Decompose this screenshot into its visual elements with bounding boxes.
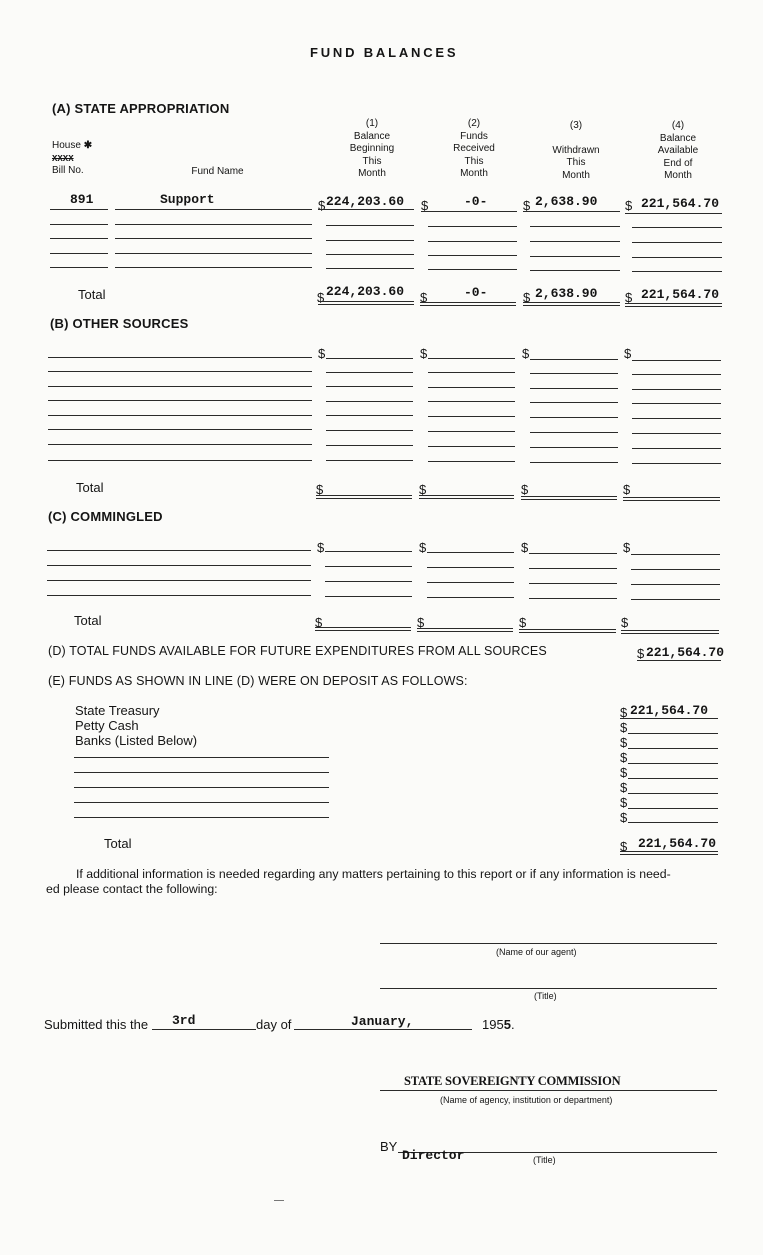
a-row1-line-billno <box>50 209 108 210</box>
row1-col1-dollar: $ <box>318 198 326 213</box>
a-row3-line-fundname <box>115 238 312 239</box>
line-d-value: 221,564.70 <box>646 645 725 660</box>
a-row3-line-col1 <box>326 240 414 241</box>
c-row3-line-col4 <box>631 584 720 585</box>
b-row3-line-col4 <box>632 389 721 390</box>
row1-balance-end: 221,564.70 <box>641 196 720 211</box>
contact-line-1: If additional information is needed regarding any matters pertaining to this report or if any information is need- <box>76 867 671 881</box>
agent-title-caption: (Title) <box>534 991 557 1001</box>
e-row5-line <box>628 778 718 779</box>
line-d-label: (D) TOTAL FUNDS AVAILABLE FOR FUTURE EXPENDITURES FROM ALL SOURCES <box>48 644 547 658</box>
e-row7-line <box>628 808 718 809</box>
c-total-label: Total <box>74 613 102 628</box>
b-row4-line-name <box>48 400 312 401</box>
b-row7-line-col3 <box>530 447 618 448</box>
e-total-value: 221,564.70 <box>638 836 717 851</box>
a-row1-line-col4 <box>625 213 722 214</box>
state-treasury-label: State Treasury <box>75 703 160 718</box>
bank-line-5 <box>74 817 329 818</box>
section-a-heading: (A) STATE APPROPRIATION <box>52 101 230 116</box>
contact-line-2: ed please contact the following: <box>46 882 218 896</box>
a-row4-line-col3 <box>530 256 620 257</box>
e-total-dollar: $ <box>620 839 628 854</box>
b-row8-line-col1 <box>326 460 413 461</box>
agent-title-line <box>380 988 717 989</box>
a-total-line-col1 <box>318 301 414 302</box>
a-total-line-col3 <box>523 302 620 303</box>
agent-name-caption: (Name of our agent) <box>496 947 577 957</box>
b-row8-line-col2 <box>428 461 515 462</box>
b-total-line-col3 <box>521 496 617 497</box>
by-label: BY <box>380 1139 398 1154</box>
b-row5-line-name <box>48 415 312 416</box>
c-total-col1-dollar: $ <box>315 615 323 630</box>
row1-bill-no: 891 <box>70 192 94 207</box>
e-row6-dollar: $ <box>620 780 628 795</box>
col3-header: (3) Withdrawn This Month <box>552 120 600 181</box>
c-row1-col2-dollar: $ <box>419 540 427 555</box>
b-total-col3-dollar: $ <box>521 482 529 497</box>
a-row3-line-col2 <box>428 241 517 242</box>
b-row1-col2-dollar: $ <box>420 346 428 361</box>
b-row1-col3-dollar: $ <box>522 346 530 361</box>
a-total-label: Total <box>78 287 106 302</box>
a-row2-line-col3 <box>530 226 620 227</box>
b-total-line-col2b <box>419 498 514 499</box>
petty-cash-label: Petty Cash <box>75 718 139 733</box>
b-row2-line-col4 <box>632 374 721 375</box>
b-row6-line-col4 <box>632 433 721 434</box>
e-row7-dollar: $ <box>620 795 628 810</box>
line-d-underline <box>637 660 721 661</box>
section-c-heading: (C) COMMINGLED <box>48 509 163 524</box>
b-total-line-col4 <box>623 497 720 498</box>
a-row1-line-col1 <box>318 209 414 210</box>
signature-title-caption: (Title) <box>533 1155 556 1165</box>
agent-name-line <box>380 943 717 944</box>
page-title: FUND BALANCES <box>310 45 459 60</box>
b-row2-line-col2 <box>428 372 515 373</box>
b-row3-line-col3 <box>530 388 618 389</box>
row1-funds-received: -0- <box>464 194 488 209</box>
state-treasury-value: 221,564.70 <box>630 703 709 718</box>
line-d-dollar: $ <box>637 646 645 661</box>
col4-header: (4) Balance Available End of Month <box>657 120 699 181</box>
agency-line <box>380 1090 717 1091</box>
a-row5-line-col4 <box>632 271 722 272</box>
e-row8-dollar: $ <box>620 810 628 825</box>
c-total-col4-dollar: $ <box>621 615 629 630</box>
e-total-line <box>620 851 718 852</box>
bank-line-4 <box>74 802 329 803</box>
a-row5-line-fundname <box>115 267 312 268</box>
col1-header: (1) Balance Beginning This Month <box>349 118 395 179</box>
submitted-month: January, <box>351 1014 414 1029</box>
a-total-withdrawn: 2,638.90 <box>535 286 598 301</box>
a-total-balance-end: 221,564.70 <box>641 287 720 302</box>
c-row2-line-col2 <box>427 567 514 568</box>
agency-name: STATE SOVEREIGNTY COMMISSION <box>404 1074 621 1088</box>
a-row2-line-col2 <box>428 226 517 227</box>
b-row3-line-name <box>48 386 312 387</box>
a-row4-line-col1 <box>326 254 414 255</box>
c-row4-line-col4 <box>631 599 720 600</box>
bank-line-2 <box>74 772 329 773</box>
a-row2-line-fundname <box>115 224 312 225</box>
c-total-line-col1 <box>315 627 411 628</box>
c-row3-line-name <box>47 580 311 581</box>
a-row3-line-col4 <box>632 242 722 243</box>
b-row5-line-col2 <box>428 416 515 417</box>
b-total-line-col3b <box>521 499 617 500</box>
a-row1-line-col2 <box>421 211 517 212</box>
c-row2-line-name <box>47 565 311 566</box>
b-row4-line-col2 <box>428 401 515 402</box>
c-total-line-col3b <box>519 632 616 633</box>
b-total-col4-dollar: $ <box>623 482 631 497</box>
b-row7-line-col4 <box>632 448 721 449</box>
c-row3-line-col1 <box>325 581 412 582</box>
signature-title-typed: Director <box>402 1148 465 1163</box>
c-total-line-col2b <box>417 631 513 632</box>
e-row8-line <box>628 822 718 823</box>
c-total-col2-dollar: $ <box>417 615 425 630</box>
a-total-col2-dollar: $ <box>420 290 428 305</box>
b-row8-line-col4 <box>632 463 721 464</box>
fund-name-header: Fund Name <box>191 166 244 177</box>
a-total-line-col4b <box>625 306 722 307</box>
e-row1-dollar: $ <box>620 705 628 720</box>
submitted-day: 3rd <box>172 1013 196 1028</box>
c-total-line-col4b <box>621 633 719 634</box>
c-row1-line-col3 <box>529 553 617 554</box>
submitted-year: 1955. <box>482 1017 515 1032</box>
b-total-line-col1b <box>316 498 412 499</box>
row1-fund-name: Support <box>160 192 215 207</box>
a-row2-line-col4 <box>632 227 722 228</box>
e-row5-dollar: $ <box>620 765 628 780</box>
a-row4-line-fundname <box>115 253 312 254</box>
b-row2-line-name <box>48 371 312 372</box>
a-row2-line-billno <box>50 224 108 225</box>
b-row6-line-col2 <box>428 431 515 432</box>
b-total-col1-dollar: $ <box>316 482 324 497</box>
b-row7-line-col2 <box>428 446 515 447</box>
b-row8-line-name <box>48 460 312 461</box>
b-row5-line-col4 <box>632 418 721 419</box>
a-total-line-col4 <box>625 303 722 304</box>
c-total-line-col2 <box>417 628 513 629</box>
b-row7-line-col1 <box>326 445 413 446</box>
c-row1-line-col4 <box>631 554 720 555</box>
banks-label: Banks (Listed Below) <box>75 733 198 748</box>
c-row1-col4-dollar: $ <box>623 540 631 555</box>
e-total-line-b <box>620 854 718 855</box>
stray-mark <box>274 1200 284 1201</box>
b-row6-line-col1 <box>326 430 413 431</box>
c-row1-line-col2 <box>427 552 514 553</box>
b-row1-col4-dollar: $ <box>624 346 632 361</box>
row1-balance-beginning: 224,203.60 <box>326 194 405 209</box>
b-row7-line-name <box>48 444 312 445</box>
e-row4-line <box>628 763 718 764</box>
a-total-line-col3b <box>523 305 620 306</box>
b-row3-line-col2 <box>428 387 515 388</box>
c-total-line-col3 <box>519 629 616 630</box>
c-row1-line-col1 <box>325 551 412 552</box>
b-row5-line-col1 <box>326 415 413 416</box>
e-row2-line <box>628 733 718 734</box>
e-row1-line <box>620 718 718 719</box>
b-row1-line-col3 <box>530 359 618 360</box>
c-row2-line-col3 <box>529 568 617 569</box>
c-row4-line-name <box>47 595 311 596</box>
a-total-line-col2 <box>420 302 516 303</box>
b-row1-col1-dollar: $ <box>318 346 326 361</box>
line-e-label: (E) FUNDS AS SHOWN IN LINE (D) WERE ON DEPOSIT AS FOLLOWS: <box>48 674 468 688</box>
b-total-line-col1 <box>316 495 412 496</box>
b-row2-line-col3 <box>530 373 618 374</box>
e-row2-dollar: $ <box>620 720 628 735</box>
section-b-heading: (B) OTHER SOURCES <box>50 316 189 331</box>
a-row4-line-billno <box>50 253 108 254</box>
a-total-col4-dollar: $ <box>625 290 633 305</box>
a-total-col3-dollar: $ <box>523 290 531 305</box>
row1-withdrawn: 2,638.90 <box>535 194 598 209</box>
c-total-col3-dollar: $ <box>519 615 527 630</box>
c-row4-line-col3 <box>529 598 617 599</box>
a-total-col1-dollar: $ <box>317 290 325 305</box>
b-row1-line-col2 <box>428 358 515 359</box>
e-row3-dollar: $ <box>620 735 628 750</box>
b-row6-line-col3 <box>530 432 618 433</box>
e-row4-dollar: $ <box>620 750 628 765</box>
b-row6-line-name <box>48 429 312 430</box>
a-row3-line-billno <box>50 238 108 239</box>
submitted-prefix: Submitted this the <box>44 1017 149 1032</box>
c-total-line-col4 <box>621 630 719 631</box>
bank-line-1 <box>74 757 329 758</box>
a-total-line-col1b <box>318 304 414 305</box>
e-total-label: Total <box>104 836 132 851</box>
e-row3-line <box>628 748 718 749</box>
a-row5-line-col3 <box>530 270 620 271</box>
b-row1-line-col1 <box>326 358 413 359</box>
bill-no-header: House ✱ XXXX Bill No. <box>52 140 93 176</box>
b-row4-line-col4 <box>632 403 721 404</box>
b-row1-line-col4 <box>632 360 721 361</box>
b-total-line-col2 <box>419 495 514 496</box>
c-row4-line-col1 <box>325 596 412 597</box>
c-row1-col3-dollar: $ <box>521 540 529 555</box>
a-row4-line-col2 <box>428 255 517 256</box>
submitted-day-of: day of <box>256 1017 292 1032</box>
a-row4-line-col4 <box>632 257 722 258</box>
col2-header: (2) Funds Received This Month <box>453 118 495 179</box>
b-total-line-col4b <box>623 500 720 501</box>
row1-col2-dollar: $ <box>421 198 429 213</box>
a-row2-line-col1 <box>326 225 414 226</box>
b-row4-line-col3 <box>530 402 618 403</box>
b-row1-line-name <box>48 357 312 358</box>
submitted-day-line <box>152 1029 256 1030</box>
e-row6-line <box>628 793 718 794</box>
agency-caption: (Name of agency, institution or department) <box>440 1095 613 1105</box>
c-row3-line-col2 <box>427 582 514 583</box>
c-row2-line-col4 <box>631 569 720 570</box>
b-row4-line-col1 <box>326 401 413 402</box>
a-row1-line-col3 <box>523 211 620 212</box>
c-total-line-col1b <box>315 630 411 631</box>
row1-col3-dollar: $ <box>523 198 531 213</box>
b-row2-line-col1 <box>326 372 413 373</box>
b-total-col2-dollar: $ <box>419 482 427 497</box>
a-row5-line-col1 <box>326 268 414 269</box>
a-total-line-col2b <box>420 305 516 306</box>
a-total-balance-beginning: 224,203.60 <box>326 284 405 299</box>
b-row3-line-col1 <box>326 386 413 387</box>
c-row4-line-col2 <box>427 597 514 598</box>
row1-col4-dollar: $ <box>625 198 633 213</box>
bank-line-3 <box>74 787 329 788</box>
a-row3-line-col3 <box>530 241 620 242</box>
b-row8-line-col3 <box>530 462 618 463</box>
c-row2-line-col1 <box>325 566 412 567</box>
a-row5-line-col2 <box>428 269 517 270</box>
a-total-funds-received: -0- <box>464 285 488 300</box>
b-total-label: Total <box>76 480 104 495</box>
c-row3-line-col3 <box>529 583 617 584</box>
a-row5-line-billno <box>50 267 108 268</box>
c-row1-col1-dollar: $ <box>317 540 325 555</box>
c-row1-line-name <box>47 550 311 551</box>
b-row5-line-col3 <box>530 417 618 418</box>
a-row1-line-fundname <box>115 209 312 210</box>
submitted-month-line <box>294 1029 472 1030</box>
